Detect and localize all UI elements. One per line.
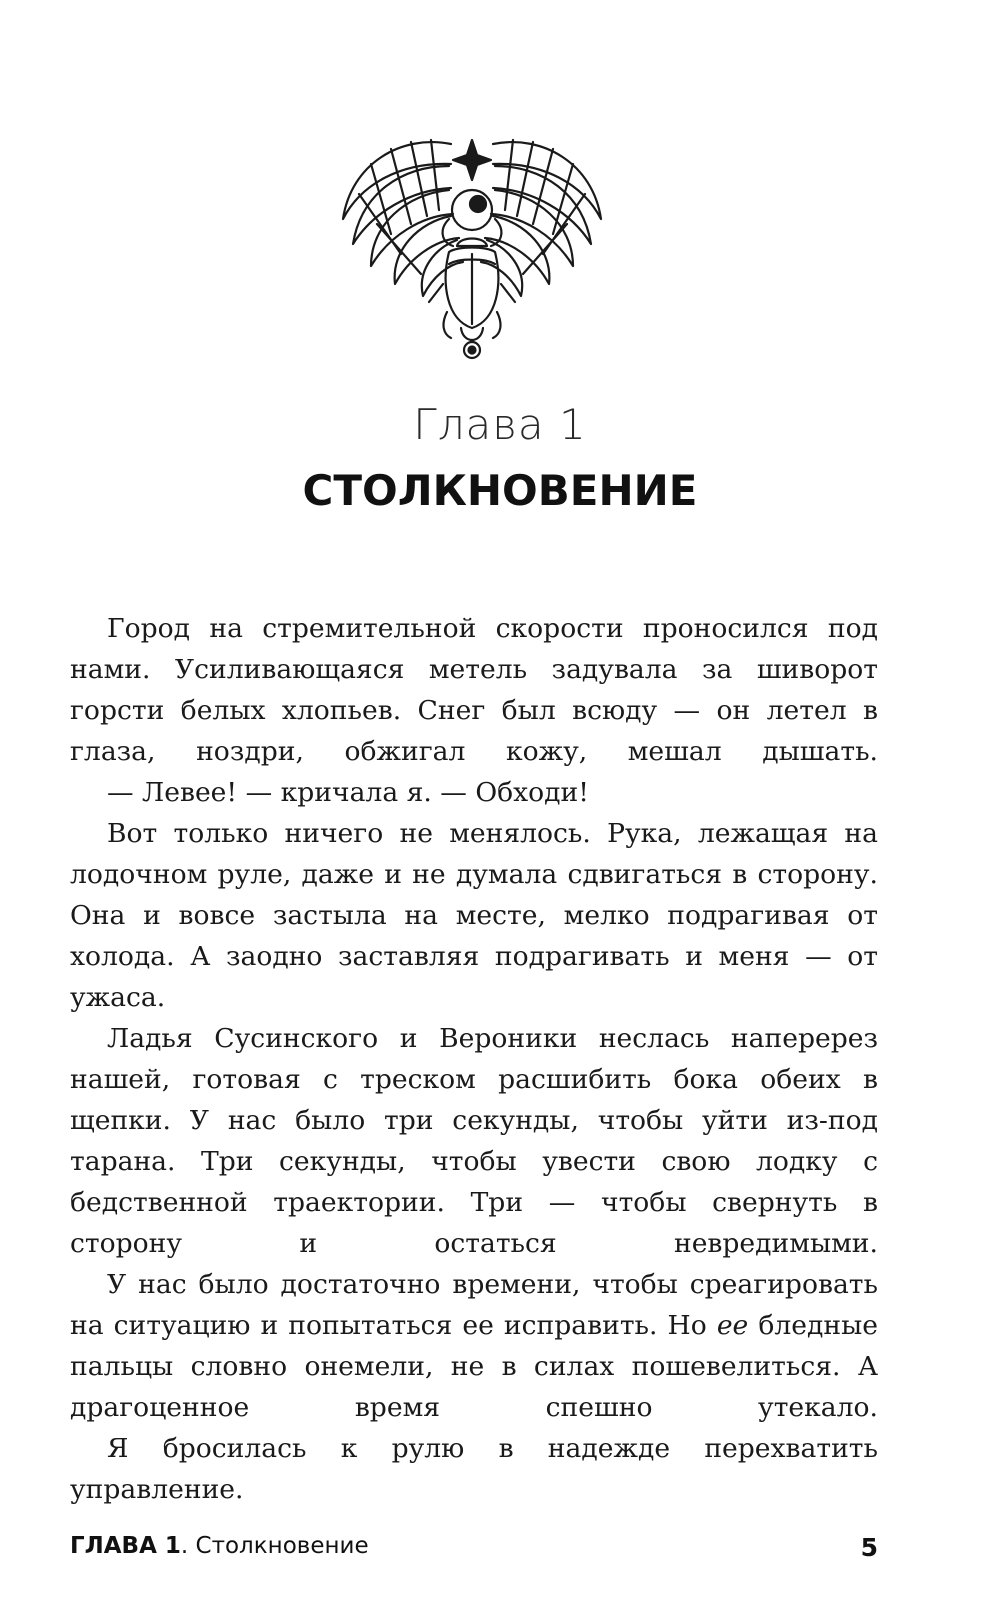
paragraph: Город на стремительной скорости проносился под нами. Усиливающаяся метель задувала за шиворот горсти белых хлопьев. Снег был всюду — он летел в глаза, ноздри, обжигал кожу, мешал дышать. xyxy=(70,613,878,767)
text-run: бледные пальцы словно онемели, не в силах пошевелиться. А драгоценное время спешно утекало. xyxy=(70,1310,878,1423)
page-number: 5 xyxy=(860,1533,878,1562)
footer-chapter-title: . Столкновение xyxy=(180,1533,369,1559)
running-footer xyxy=(70,1533,878,1562)
chapter-number: Глава 1 xyxy=(413,400,587,449)
running-title xyxy=(70,1533,369,1559)
body-text xyxy=(70,608,878,1510)
paragraph: Вот только ничего не менялось. Рука, лежащая на лодочном руле, даже и не думала сдвигаться в сторону. Она и вовсе застыла на месте, мелко подрагивая от холода. А заодно заставляя подрагивать и меня — от ужаса. xyxy=(70,818,878,1013)
paragraph: Ладья Сусинского и Вероники неслась наперерез нашей, готовая с треском расшибить бока обеих в щепки. У нас было три секунды, чтобы уйти из-под тарана. Три секунды, чтобы увести свою лодку с бедственной траектории. Три — чтобы свернуть в сторону и остаться невредимыми. xyxy=(70,1023,878,1259)
paragraph: — Левее! — кричала я. — Обходи! xyxy=(107,777,589,808)
scarab-emblem xyxy=(331,124,613,372)
footer-chapter-label: ГЛАВА 1 xyxy=(70,1533,181,1559)
paragraph xyxy=(70,1264,878,1428)
paragraph: Я бросилась к рулю в надежде перехватить управление. xyxy=(70,1433,878,1505)
star-icon xyxy=(453,140,491,180)
chapter-title: СТОЛКНОВЕНИЕ xyxy=(302,466,698,515)
text-run: У нас было достаточно времени, чтобы среагировать на ситуацию и попытаться ее исправить. Но xyxy=(70,1269,878,1341)
emphasis: ее xyxy=(716,1310,749,1341)
